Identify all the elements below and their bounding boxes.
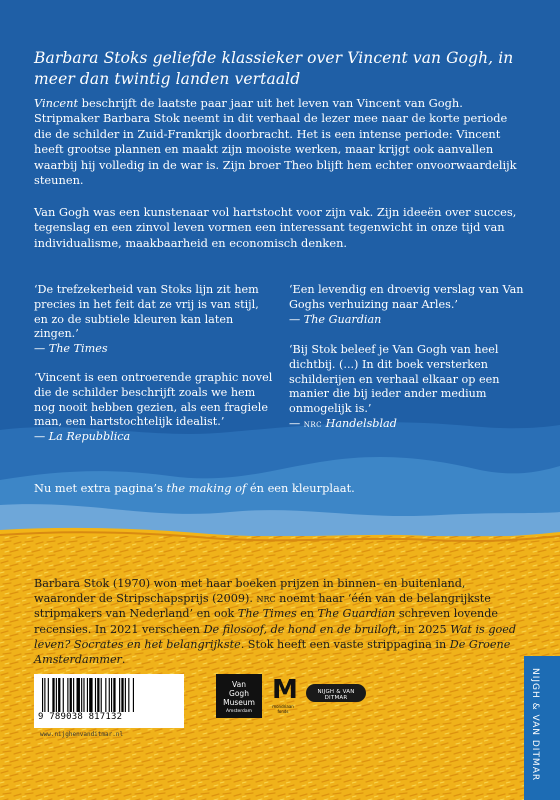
mondriaan-logo-text: mondriaan fonds — [272, 704, 294, 714]
bio-part: Barbara Stok (1970) won met haar boeken prijzen in binnen- en buitenland, waaronder de Stripschapsprijs (2009). — [34, 577, 466, 606]
bio-part: . — [121, 653, 126, 667]
bio-part: De Groene Amsterdammer — [34, 637, 511, 667]
review-quote — [289, 283, 524, 327]
bio-part: schreven lovende recensies. In 2021 verscheen — [34, 607, 498, 636]
bio-part: . Stok heeft een vaste strippagina in — [240, 637, 450, 651]
bio-part: The Guardian — [317, 607, 396, 621]
vgm-logo-text: Van Gogh Museum — [223, 680, 255, 707]
extras-note — [34, 481, 504, 496]
description-paragraph-1 — [34, 96, 528, 188]
mondriaan-logo-letter: M — [272, 675, 298, 705]
quote-text: ‘De trefzekerheid van Stoks lijn zit hem precies in het feit dat ze vrij is van stijl, en zo de subtiele kleuren kan laten zingen.’ — [34, 283, 259, 341]
quote-source-nrc: nrc — [303, 418, 323, 430]
publisher-logo — [306, 680, 366, 708]
quote-source: — The Guardian — [289, 312, 382, 326]
quote-source-rest: Handelsblad — [322, 416, 397, 430]
extras-note-c: én een kleurplaat. — [246, 481, 355, 495]
bio-part: nrc — [256, 592, 276, 606]
bio-part: , in 2025 — [396, 622, 451, 636]
quote-text: ‘Bij Stok beleef je Van Gogh van heel dichtbij. (...) In dit boek versterken schilderijen en verhaal elkaar op een manier die bij ieder ander medium onmogelijk is.’ — [289, 343, 500, 416]
quote-source: — The Times — [34, 342, 108, 356]
quote-source — [289, 417, 524, 433]
spine-label-text: NIJGH & VAN DITMAR — [530, 668, 540, 782]
extras-note-a: Nu met extra pagina’s — [34, 481, 167, 495]
bio-part: Wat is goed leven? Socrates en het belangrijkste — [34, 622, 517, 651]
extras-note-b: the making of — [166, 481, 247, 495]
review-quote — [34, 371, 274, 445]
author-bio — [34, 576, 524, 667]
vgm-logo-subtext: Amsterdam — [225, 709, 253, 714]
quote-text: ‘Vincent is een ontroerende graphic novel die de schilder beschrijft zoals we hem nog nooit hebben gezien, als een fragiele man, een hartstochtelijk idealist.’ — [34, 371, 273, 429]
review-quote — [34, 283, 274, 357]
quote-source: — La Repubblica — [34, 430, 131, 444]
tagline: Barbara Stoks geliefde klassieker over Vincent van Gogh, in meer dan twintig landen vertaald — [34, 49, 514, 88]
mondriaan-fonds-logo — [272, 675, 298, 716]
bio-part: noemt haar ‘één van de belangrijkste stripmakers van Nederland’ en ook — [34, 592, 491, 621]
book-title: Vincent — [34, 96, 79, 110]
quote-source-prefix: — — [289, 416, 304, 430]
publisher-url: www.nijghenvanditmar.nl — [40, 731, 124, 738]
description-text-1: beschrijft de laatste paar jaar uit het leven van Vincent van Gogh. Stripmaker Barbara Stok neemt in dit verhaal de lezer mee naar de korte periode die de schilder in Zuid-Frankrijk doorbracht. Het is een intense periode: Vincent heeft grootse plannen en maakt zijn mooiste werken, maar krijgt ook aanvallen waarbij hij volledig in de war is. Zijn broer Theo blijft hem echter onvoorwaardelijk steunen. — [34, 96, 517, 188]
publisher-spine-label — [530, 668, 554, 788]
van-gogh-museum-logo — [216, 674, 262, 718]
review-quote — [289, 343, 524, 433]
isbn-barcode — [34, 674, 184, 728]
bio-part: De filosoof, de hond en de bruiloft — [203, 622, 397, 636]
publisher-logo-text: NIJGH & VAN DITMAR — [317, 689, 355, 701]
description-paragraph-2: Van Gogh was een kunstenaar vol hartstocht voor zijn vak. Zijn ideeën over succes, tegenslag en een zinvol leven vormen een interessant tegenwicht in onze tijd van individualisme, maakbaarheid en economisch denken. — [34, 205, 517, 250]
barcode-bars — [42, 678, 176, 712]
bio-part: en — [296, 607, 318, 621]
quote-text: ‘Een levendig en droevig verslag van Van Goghs verhuizing naar Arles.’ — [289, 283, 524, 311]
barcode-number: 9 789038 817132 — [38, 712, 123, 722]
bio-part: The Times — [237, 607, 297, 621]
